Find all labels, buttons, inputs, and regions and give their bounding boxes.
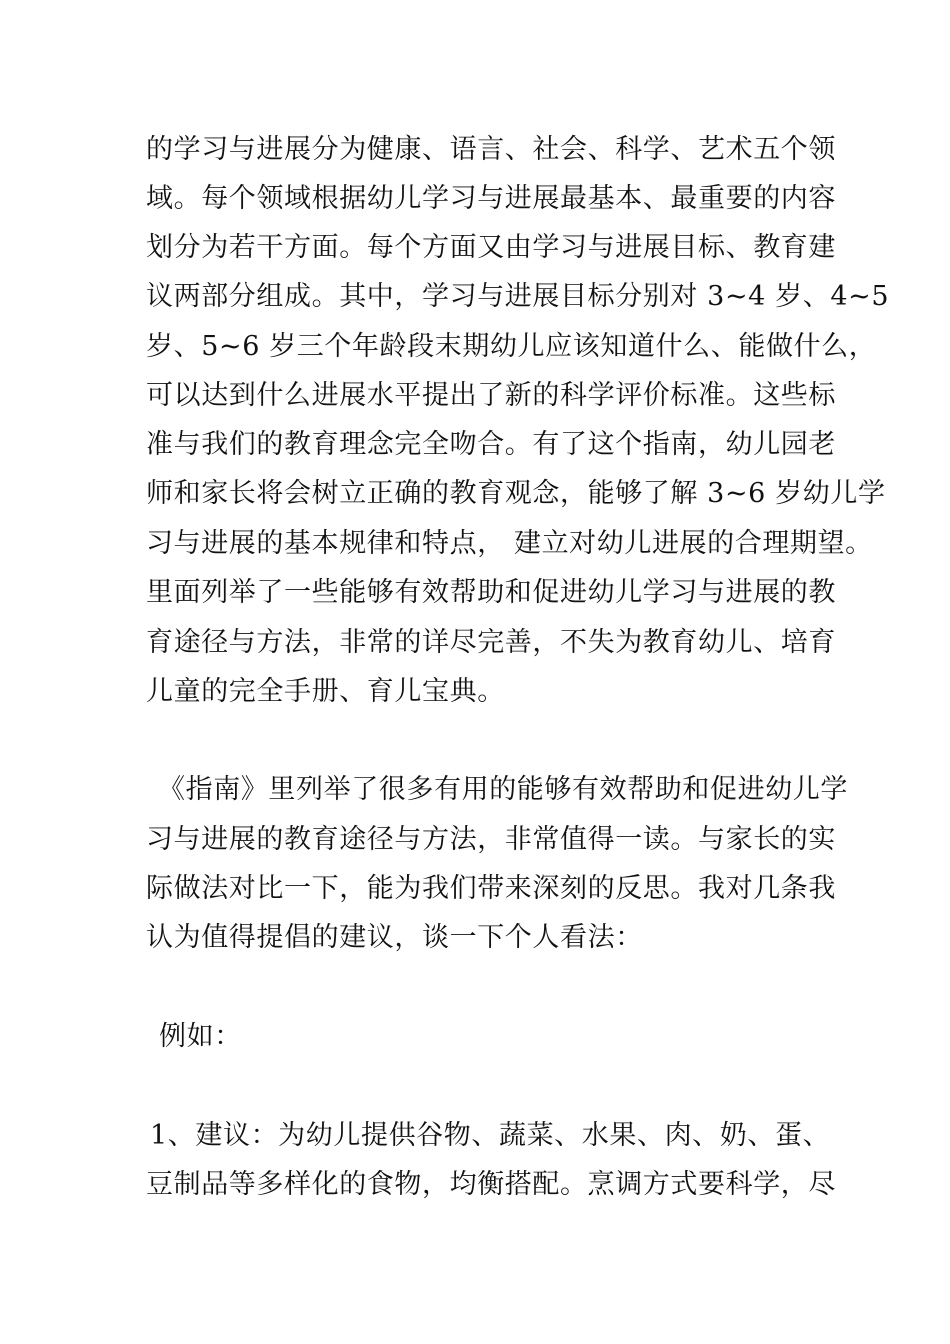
text-line: 《指南》里列举了很多有用的能够有效帮助和促进幼儿学 [158, 774, 848, 805]
text-line: 豆制品等多样化的食物，均衡搭配。烹调方式要科学，尽 [146, 1169, 836, 1200]
text-line: 域。每个领域根据幼儿学习与进展最基本、最重要的内容 [146, 183, 836, 214]
text-line: 的学习与进展分为健康、语言、社会、科学、艺术五个领 [146, 134, 836, 165]
text-line: 划分为若干方面。每个方面又由学习与进展目标、教育建 [146, 232, 836, 263]
text-line: 儿童的完全手册、育儿宝典。 [146, 676, 505, 707]
text-line: 师和家长将会树立正确的教育观念，能够了解 3~6 岁幼儿学 [146, 478, 886, 509]
text-line: 习与进展的教育途径与方法，非常值得一读。与家长的实 [146, 824, 836, 855]
text-line: 育途径与方法，非常的详尽完善，不失为教育幼儿、培育 [146, 627, 836, 658]
text-line: 1、建议：为幼儿提供谷物、蔬菜、水果、肉、奶、蛋、 [150, 1120, 831, 1151]
text-line: 例如： [159, 1021, 242, 1052]
text-line: 里面列举了一些能够有效帮助和促进幼儿学习与进展的教 [146, 577, 836, 608]
text-line: 议两部分组成。其中，学习与进展目标分别对 3~4 岁、4~5 [146, 281, 890, 312]
text-line: 认为值得提倡的建议，谈一下个人看法： [146, 922, 643, 953]
text-line: 岁、5~6 岁三个年龄段末期幼儿应该知道什么、能做什么， [146, 331, 877, 362]
text-line: 准与我们的教育理念完全吻合。有了这个指南，幼儿园老 [146, 429, 836, 460]
text-line: 习与进展的基本规律和特点， 建立对幼儿进展的合理期望。 [146, 528, 873, 559]
text-line: 际做法对比一下，能为我们带来深刻的反思。我对几条我 [146, 873, 836, 904]
text-line: 可以达到什么进展水平提出了新的科学评价标准。这些标 [146, 380, 836, 411]
